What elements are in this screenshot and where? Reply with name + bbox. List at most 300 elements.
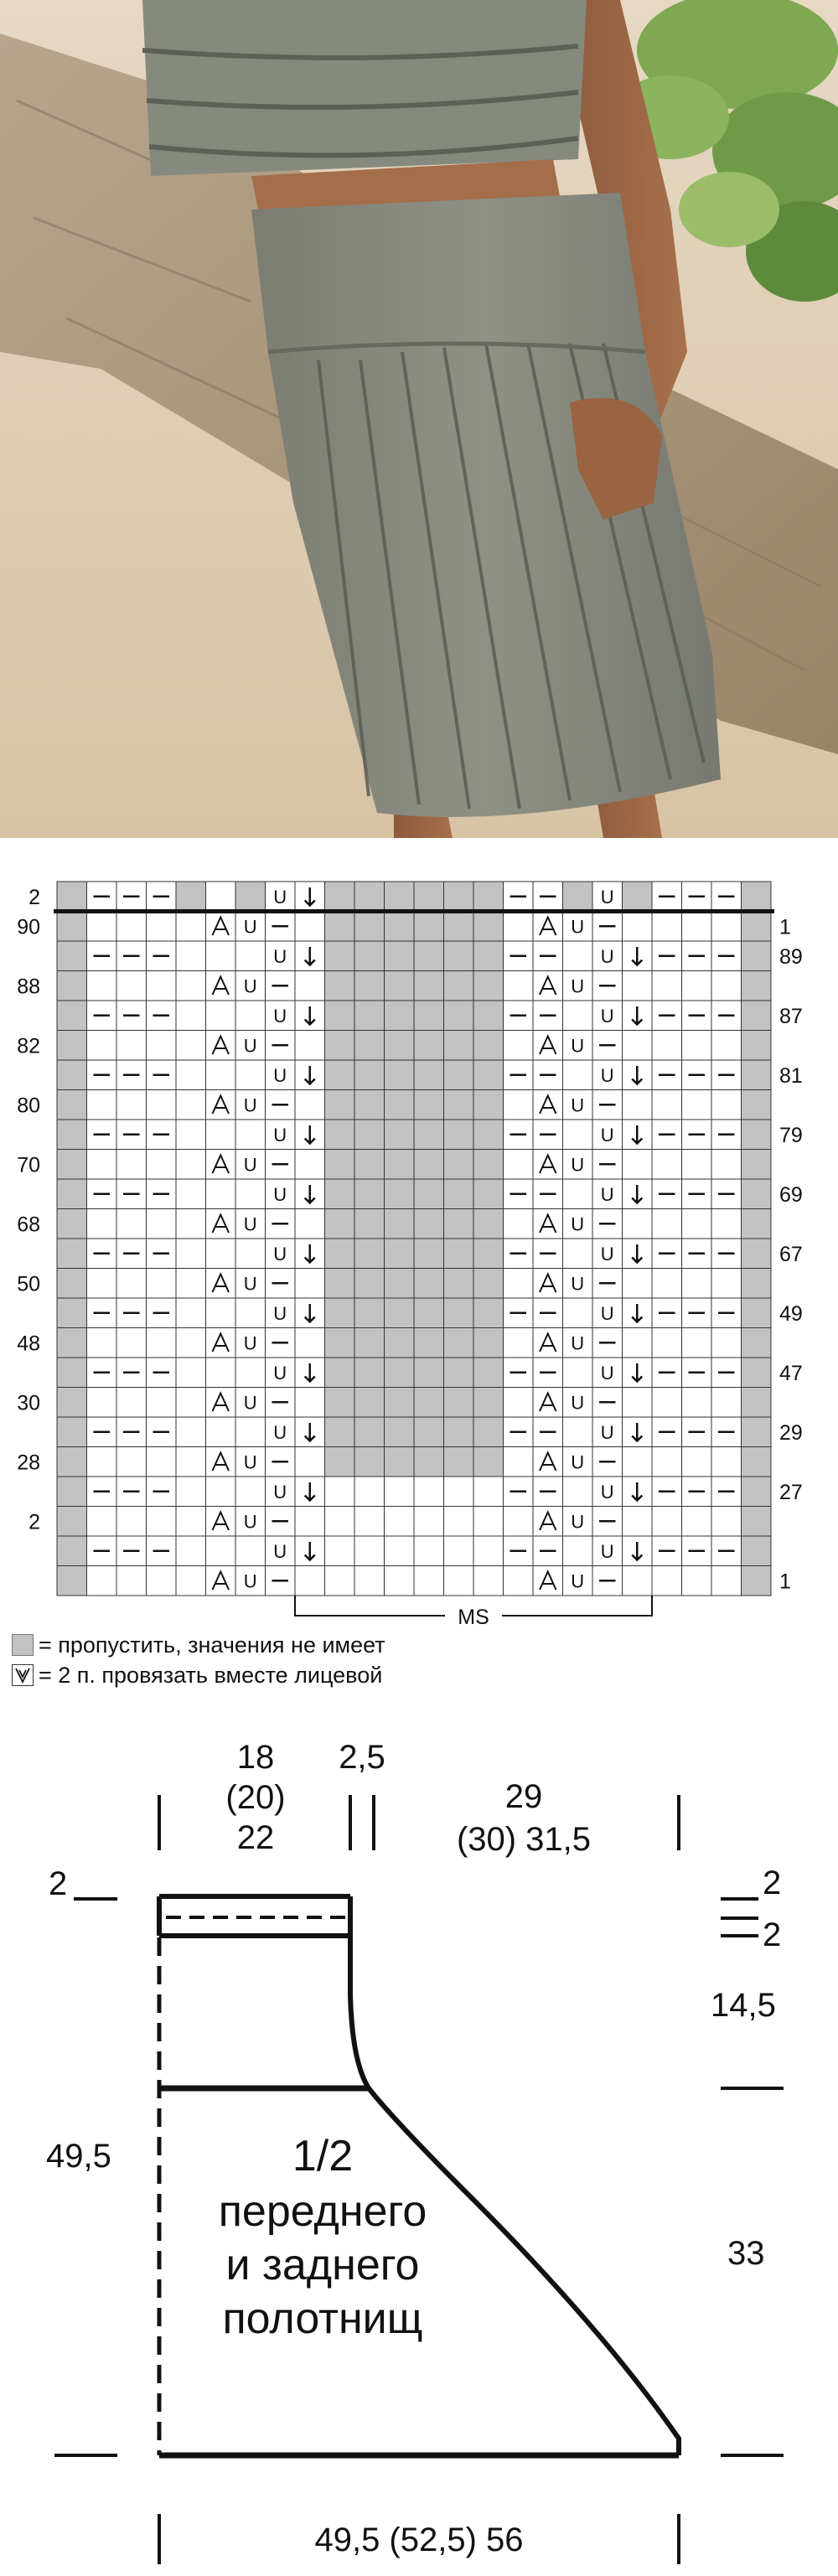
chart-cell [325,1328,355,1358]
row-label-left: 70 [17,1153,40,1177]
chart-cell [563,1358,593,1388]
chart-cell [176,1298,206,1328]
piece-label-1: 1/2 [292,2132,354,2180]
chart-cell [414,912,444,942]
chart-cell [473,941,504,971]
chart-cell [87,971,117,1001]
chart-cell [57,1001,87,1031]
chart-cell [414,1388,444,1418]
chart-cell [325,1239,355,1269]
chart-cell [742,1536,772,1566]
chart-cell [563,1417,593,1447]
chart-cell [354,1120,385,1150]
chart-cell [147,1388,177,1418]
chart-cell [354,1507,385,1537]
chart-cell [444,1209,474,1239]
chart-cell [385,1090,415,1120]
yoke-height: 14,5 [711,1987,776,2024]
chart-cell [57,1060,87,1090]
chart-cell [444,1566,474,1596]
chart-cell [354,1090,385,1120]
chart-cell [235,1120,266,1150]
yarn-over-mark: U [600,1421,614,1443]
row-label-right: 67 [779,1243,803,1266]
flare-height: 33 [727,2235,765,2272]
row-label-right: 69 [779,1183,803,1207]
row-label-left: 2 [28,886,40,909]
chart-cell [563,1001,593,1031]
chart-cell [682,912,712,942]
chart-cell [57,1447,87,1477]
chart-cell [504,912,534,942]
chart-cell [87,1388,117,1418]
chart-cell [563,1536,593,1566]
chart-cell [473,1150,504,1180]
row-label-right: 29 [779,1421,803,1445]
yarn-over-mark: U [243,975,257,997]
chart-cell [147,971,177,1001]
total-height: 49,5 [46,2138,111,2175]
chart-cell [206,1239,236,1269]
chart-cell [176,1447,206,1477]
row-label-right: 47 [779,1362,803,1385]
chart-cell [623,1031,653,1061]
chart-cell [354,1477,385,1507]
chart-cell [325,1358,355,1388]
chart-cell [87,912,117,942]
chart-cell [295,1447,325,1477]
yarn-over-mark: U [571,1213,585,1235]
chart-cell [444,1090,474,1120]
chart-cell [235,1417,266,1447]
row-label-left: 90 [17,915,40,939]
chart-cell [295,1328,325,1358]
piece-label-4: полотнищ [222,2294,423,2343]
product-photo [0,0,838,838]
chart-cell [504,1150,534,1180]
yarn-over-mark: U [243,1570,257,1592]
chart-cell [325,941,355,971]
chart-cell [444,1536,474,1566]
yarn-over-mark: U [273,886,287,908]
top-width-3: 22 [236,1819,275,1856]
chart-cell [742,1239,772,1269]
chart-cell [354,1269,385,1299]
chart-cell [444,1447,474,1477]
chart-cell [711,1209,742,1239]
chart-cell [57,1209,87,1239]
chart-cell [623,882,653,912]
chart-cell [235,941,266,971]
chart-cell [414,1120,444,1150]
row-label-left: 88 [17,975,40,999]
chart-cell [473,1001,504,1031]
row-label-left: 28 [17,1451,40,1475]
chart-cell [147,1447,177,1477]
chart-cell [414,1477,444,1507]
chart-cell [652,1031,682,1061]
chart-cell [444,1120,474,1150]
chart-cell [504,1507,534,1537]
yarn-over-mark: U [571,1451,585,1473]
chart-cell [87,1447,117,1477]
chart-cell [325,1447,355,1477]
chart-cell [444,971,474,1001]
chart-cell [116,1269,147,1299]
chart-cell [57,912,87,942]
chart-cell [711,1388,742,1418]
chart-cell [57,1566,87,1596]
chart-cell [295,971,325,1001]
chart-cell [652,1328,682,1358]
side-width-1: 29 [504,1778,543,1815]
chart-cell [414,971,444,1001]
legend-skip-text: = пропустить, значения не имеет [39,1632,385,1658]
strap-width: 2,5 [339,1739,385,1776]
chart-cell [414,1209,444,1239]
row-label-left: 30 [17,1391,40,1415]
row-label-left: 2 [28,1510,40,1534]
chart-cell [414,882,444,912]
chart-cell [682,1150,712,1180]
chart-cell [176,1001,206,1031]
chart-cell [295,1090,325,1120]
yarn-over-mark: U [571,1273,585,1295]
chart-cell [116,1031,147,1061]
chart-cell [414,1090,444,1120]
chart-cell [473,1298,504,1328]
chart-cell [57,1239,87,1269]
chart-cell [87,1209,117,1239]
chart-cell [116,1150,147,1180]
chart-cell [682,1566,712,1596]
chart-cell [176,1120,206,1150]
chart-cell [325,1150,355,1180]
chart-cell [325,971,355,1001]
chart-cell [176,1477,206,1507]
row-label-left: 48 [17,1332,40,1356]
row-label-right: 79 [779,1124,803,1147]
chart-cell [116,1388,147,1418]
chart-cell [325,1120,355,1150]
chart-cell [295,1507,325,1537]
chart-cell [147,1269,177,1299]
chart-cell [176,1417,206,1447]
chart-cell [235,1179,266,1209]
gray-square-icon [12,1634,34,1656]
chart-cell [176,1031,206,1061]
chart-cell [444,882,474,912]
chart-cell [444,1417,474,1447]
chart-cell [325,1031,355,1061]
chart-cell [295,1031,325,1061]
chart-cell [325,1417,355,1447]
chart-cell [563,1477,593,1507]
chart-cell [563,1120,593,1150]
chart-cell [563,882,593,912]
chart-cell [414,1001,444,1031]
chart-cell [414,1358,444,1388]
chart-cell [742,1328,772,1358]
chart-cell [473,1358,504,1388]
chart-cell [57,1536,87,1566]
chart-cell [354,1447,385,1477]
chart-cell [354,1536,385,1566]
chart-cell [385,1358,415,1388]
chart-cell [87,1507,117,1537]
chart-cell [711,1090,742,1120]
chart-cell [325,1269,355,1299]
chart-cell [295,1566,325,1596]
yarn-over-mark: U [243,1035,257,1057]
chart-cell [742,1269,772,1299]
chart-cell [385,1388,415,1418]
chart-cell [176,1239,206,1269]
yarn-over-mark: U [571,1035,585,1057]
band-top-c: 2 [763,1916,782,1953]
chart-cell [742,1298,772,1328]
chart-cell [504,1269,534,1299]
chart-cell [473,1566,504,1596]
chart-cell [504,1328,534,1358]
chart-cell [623,1388,653,1418]
chart-cell [206,1298,236,1328]
yarn-over-mark: U [243,916,257,938]
chart-cell [354,1150,385,1180]
chart-cell [176,1060,206,1090]
chart-cell [116,1447,147,1477]
yarn-over-mark: U [600,1243,614,1265]
chart-cell [652,1388,682,1418]
chart-cell [176,1150,206,1180]
skirt-photo-illustration [0,0,838,838]
chart-cell [504,1031,534,1061]
chart-cell [711,1150,742,1180]
yarn-over-mark: U [600,1540,614,1562]
chart-cell [473,1328,504,1358]
chart-cell [623,1328,653,1358]
chart-cell [176,971,206,1001]
chart-cell [444,941,474,971]
chart-cell [652,1507,682,1537]
chart-cell [325,1388,355,1418]
chart-cell [354,1298,385,1328]
chart-cell [444,1328,474,1358]
chart-cell [711,1328,742,1358]
chart-cell [742,1417,772,1447]
chart-cell [116,1328,147,1358]
chart-cell [473,1477,504,1507]
chart-cell [444,1269,474,1299]
row-label-right: 89 [779,945,803,969]
chart-cell [206,1417,236,1447]
chart-cell [385,1209,415,1239]
chart-cell [473,1031,504,1061]
chart-cell [116,1209,147,1239]
chart-cell [57,1090,87,1120]
chart-cell [354,1388,385,1418]
chart-cell [711,1269,742,1299]
chart-cell [385,912,415,942]
chart-cell [116,971,147,1001]
legend-k2tog-text: = 2 п. провязать вместе лицевой [39,1662,383,1688]
side-width-2: (30) 31,5 [456,1821,592,1858]
chart-cell [57,1417,87,1447]
chart-cell [652,1150,682,1180]
chart-cell [414,1239,444,1269]
chart-cell [414,1328,444,1358]
yarn-over-mark: U [273,1005,287,1027]
chart-cell [504,1388,534,1418]
chart-cell [385,1150,415,1180]
chart-cell [176,1179,206,1209]
chart-cell [206,1060,236,1090]
chart-cell [206,1120,236,1150]
chart-cell [354,1179,385,1209]
chart-cell [385,1298,415,1328]
chart-cell [473,1179,504,1209]
chart-cell [682,1090,712,1120]
chart-cell [57,1358,87,1388]
chart-cell [295,1150,325,1180]
chart-cell [682,1209,712,1239]
legend-skip-row [12,1630,816,1660]
chart-cell [57,1507,87,1537]
chart-cell [325,1090,355,1120]
skirt-piece-outline [159,1896,679,2455]
yarn-over-mark: U [273,1243,287,1265]
chart-cell [563,941,593,971]
chart-cell [623,1150,653,1180]
chart-cell [354,971,385,1001]
chart-cell [563,1060,593,1090]
bottom-width: 49,5 (52,5) 56 [314,2522,524,2558]
chart-cell [206,882,236,912]
chart-cell [295,1209,325,1239]
yarn-over-mark: U [243,1154,257,1176]
chart-cell [354,1209,385,1239]
chart-cell [742,1060,772,1090]
chart-cell [176,1209,206,1239]
yarn-over-mark: U [243,1392,257,1414]
chart-cell [116,1507,147,1537]
yarn-over-mark: U [571,1570,585,1592]
chart-cell [414,1150,444,1180]
chart-cell [414,1417,444,1447]
chart-cell [57,882,87,912]
chart-cell [325,1507,355,1537]
chart-cell [385,1536,415,1566]
yarn-over-mark: U [600,1362,614,1384]
chart-cell [444,1507,474,1537]
row-label-right: 49 [779,1302,803,1326]
skirt-schematic [0,1726,838,2576]
yarn-over-mark: U [243,1332,257,1354]
chart-cell [176,1566,206,1596]
chart-cell [57,1150,87,1180]
band-top-b: 2 [763,1865,782,1901]
chart-cell [742,1179,772,1209]
chart-cell [354,1328,385,1358]
chart-cell [325,1060,355,1090]
chart-cell [325,1179,355,1209]
chart-cell [325,1209,355,1239]
chart-cell [354,912,385,942]
chart-cell [87,1566,117,1596]
chart-cell [742,1209,772,1239]
chart-cell [504,1209,534,1239]
chart-cell [473,1536,504,1566]
chart-cell [176,1536,206,1566]
chart-cell [623,1090,653,1120]
chart-cell [623,1566,653,1596]
yarn-over-mark: U [600,1302,614,1324]
chart-cell [504,1447,534,1477]
chart-cell [711,1031,742,1061]
chart-cell [354,1001,385,1031]
yarn-over-mark: U [600,1183,614,1205]
chart-cell [385,1507,415,1537]
chart-cell [711,1507,742,1537]
chart-cell [235,1298,266,1328]
chart-cell [444,1031,474,1061]
chart-cell [414,941,444,971]
top-width-1: 18 [236,1739,275,1776]
yarn-over-mark: U [600,1481,614,1503]
chart-cell [682,1447,712,1477]
chart-cell [385,971,415,1001]
chart-cell [385,1179,415,1209]
legend-k2tog-row [12,1660,816,1690]
chart-cell [116,1566,147,1596]
chart-cell [652,1269,682,1299]
yarn-over-mark: U [243,1094,257,1116]
chart-cell [623,971,653,1001]
row-label-right: 81 [779,1064,803,1088]
chart-cell [742,912,772,942]
chart-cell [444,1388,474,1418]
chart-cell [147,1031,177,1061]
yarn-over-mark: U [571,975,585,997]
chart-cell [623,1209,653,1239]
chart-cell [385,1477,415,1507]
chart-cell [473,971,504,1001]
chart-cell [742,971,772,1001]
chart-cell [414,1179,444,1209]
chart-cell [206,1536,236,1566]
top-width-2: (20) [225,1779,286,1816]
chart-cell [504,971,534,1001]
chart-cell [147,1507,177,1537]
chart-cell [652,971,682,1001]
chart-cell [682,1388,712,1418]
chart-cell [57,1477,87,1507]
chart-cell [652,1447,682,1477]
chart-cell [235,1536,266,1566]
ms-label: MS [458,1606,489,1626]
chart-cell [354,1031,385,1061]
chart-cell [742,1477,772,1507]
yarn-over-mark: U [571,1332,585,1354]
chart-cell [742,1150,772,1180]
yarn-over-mark: U [273,945,287,967]
yarn-over-mark: U [273,1481,287,1503]
chart-cell [354,882,385,912]
chart-cell [742,941,772,971]
chart-cell [414,1566,444,1596]
chart-cell [176,1328,206,1358]
chart-cell [57,971,87,1001]
